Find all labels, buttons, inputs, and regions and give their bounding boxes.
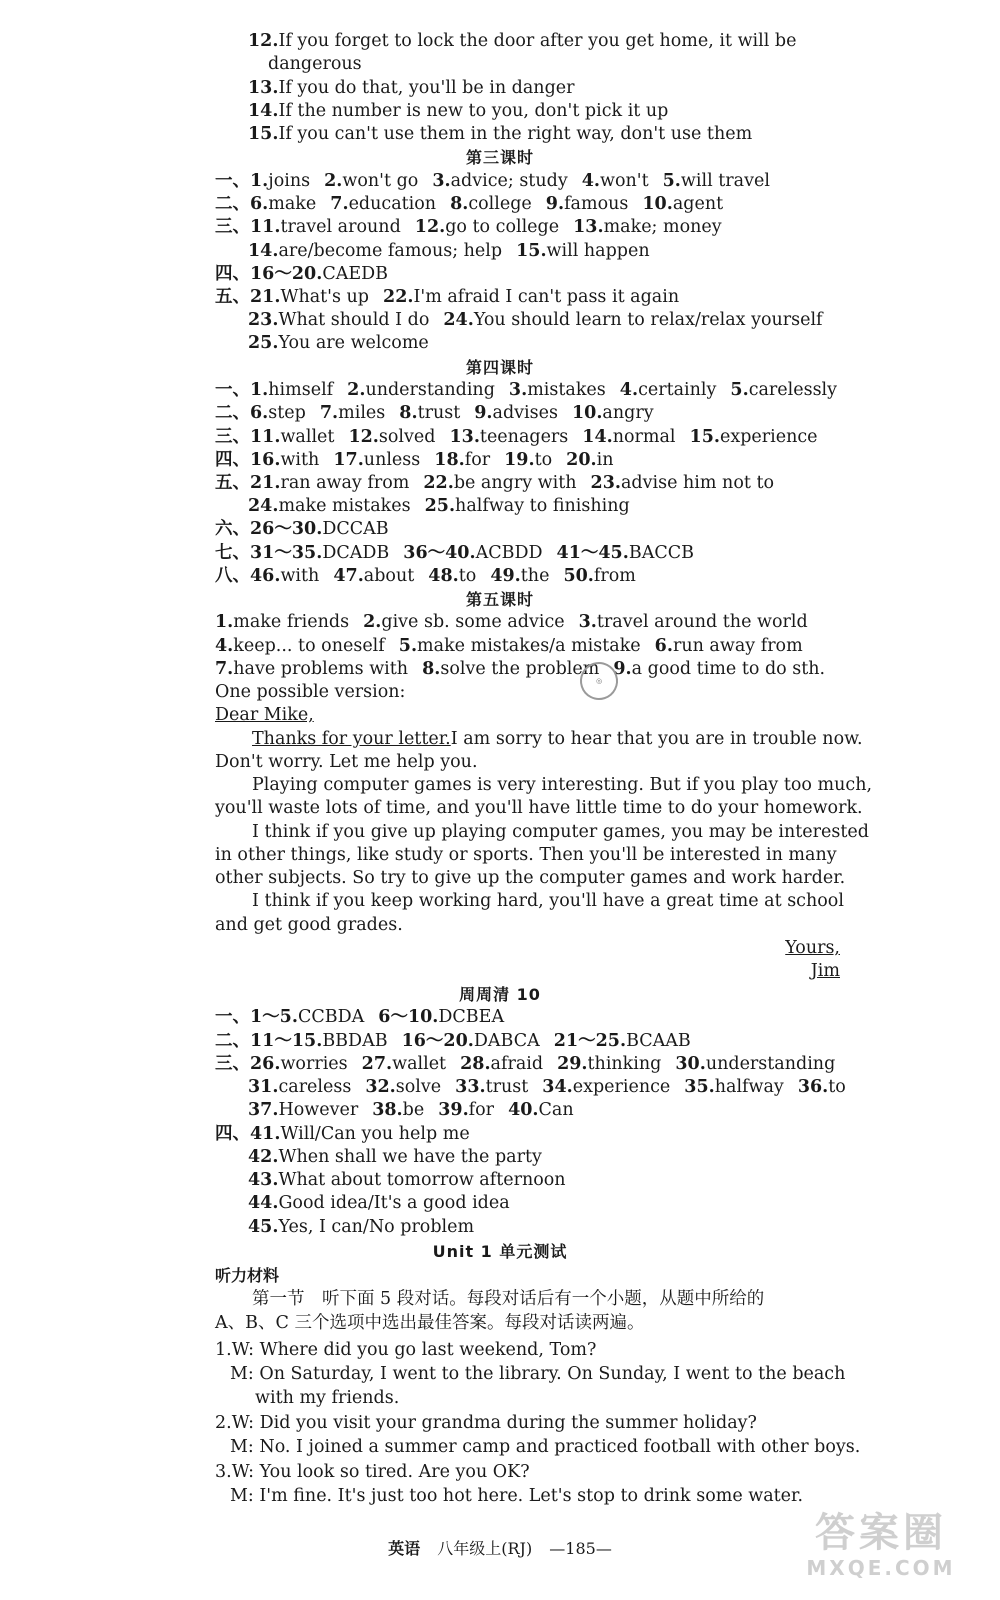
- item-answer: understanding: [365, 380, 495, 400]
- item-number: 23.: [590, 473, 621, 493]
- item-number: 25.: [424, 496, 456, 516]
- item-number: 3.: [432, 171, 451, 191]
- footer-subject: 英语: [388, 1539, 421, 1558]
- item-answer: make mistakes: [278, 496, 411, 516]
- item-number: 一、1～5.: [215, 1007, 298, 1027]
- item-number: 三、11.: [215, 217, 281, 237]
- item-answer: What should I do: [278, 310, 430, 330]
- item-number: 六、26～30.: [215, 519, 323, 539]
- item-number: 23.: [248, 310, 279, 330]
- item-number: 37.: [248, 1100, 279, 1120]
- item-number: 3.: [578, 612, 597, 632]
- item-answer: certainly: [638, 380, 717, 400]
- weekly-row4: [0, 1076, 1000, 1099]
- letter-p4-line2: and get good grades.: [215, 915, 403, 935]
- item-number: 八、46.: [215, 566, 281, 586]
- item-number: 38.: [372, 1100, 403, 1120]
- item-number: 13.: [449, 427, 480, 447]
- dialog1-man: M: On Saturday, I went to the library. On Sunday, I went to the beach: [230, 1364, 846, 1384]
- answer-line-14: 14.If the number is new to you, don't pick it up: [248, 101, 669, 121]
- item-answer: a good time to do sth.: [631, 659, 826, 679]
- letter-p1-line2: Don't worry. Let me help you.: [215, 752, 478, 772]
- item-number: 6.: [654, 636, 673, 656]
- item-answer: himself: [268, 380, 334, 400]
- item-answer: BACCB: [628, 543, 694, 563]
- watermark-logo: [786, 1510, 976, 1580]
- lesson4-row2: [0, 402, 1000, 425]
- dialog1-woman: 1.W: Where did you go last weekend, Tom?: [215, 1340, 597, 1360]
- answer-line-12-cont: dangerous: [268, 54, 362, 74]
- item-number: 31.: [248, 1077, 279, 1097]
- item-number: 40.: [508, 1100, 539, 1120]
- item-answer: worries: [280, 1054, 348, 1074]
- listening-heading: 听力材料: [215, 1266, 280, 1285]
- item-number: 20.: [566, 450, 597, 470]
- item-number: 二、11～15.: [215, 1031, 323, 1051]
- stamp-icon: ◎: [575, 657, 623, 705]
- item-answer: solve: [395, 1077, 442, 1097]
- item-answer: advises: [492, 403, 558, 423]
- item-number: 2.: [363, 612, 382, 632]
- item-answer: halfway: [714, 1077, 784, 1097]
- item-answer: DCADB: [322, 543, 390, 563]
- lesson3-row5: [0, 263, 1000, 286]
- lesson4-row3: [0, 426, 1000, 449]
- item-number: 36.: [797, 1077, 829, 1097]
- lesson4-row5: [0, 472, 1000, 495]
- letter-p2-line2: you'll waste lots of time, and you'll have little time to do your homework.: [215, 798, 863, 818]
- item-number: 13.: [573, 217, 604, 237]
- item-answer: CAEDB: [322, 264, 389, 284]
- item-answer: agent: [672, 194, 724, 214]
- letter-p3-line1: I think if you give up playing computer games, you may be interested: [252, 822, 869, 842]
- section-title-unit1-test: Unit 1 单元测试: [432, 1242, 568, 1261]
- footer-grade: 八年级上(RJ): [437, 1539, 533, 1558]
- item-number: 10.: [642, 194, 673, 214]
- item-answer: DABCA: [473, 1031, 540, 1051]
- item-answer: with: [280, 450, 320, 470]
- item-number: 2.: [347, 380, 366, 400]
- lesson4-row8: [0, 542, 1000, 565]
- item-answer: teenagers: [479, 427, 569, 447]
- lesson3-row1: [0, 170, 1000, 193]
- item-answer: famous: [564, 194, 629, 214]
- item-answer: What about tomorrow afternoon: [278, 1170, 566, 1190]
- item-number: 8.: [399, 403, 418, 423]
- item-number: 2.: [324, 171, 343, 191]
- item-answer: the: [520, 566, 550, 586]
- item-answer: trust: [417, 403, 461, 423]
- watermark-site: MXQE.COM: [806, 1556, 956, 1580]
- item-number: 28.: [460, 1054, 491, 1074]
- item-answer: to: [458, 566, 477, 586]
- item-number: 4.: [619, 380, 639, 400]
- item-answer: wallet: [280, 427, 335, 447]
- item-answer: be angry with: [453, 473, 577, 493]
- item-answer: for: [468, 1100, 495, 1120]
- item-answer: However: [278, 1100, 359, 1120]
- item-number: 48.: [428, 566, 459, 586]
- item-number: 8.: [422, 659, 441, 679]
- item-answer: travel around the world: [596, 612, 808, 632]
- item-number: 32.: [365, 1077, 396, 1097]
- letter-closing: Yours,: [785, 938, 840, 958]
- section-title-lesson5: 第五课时: [465, 590, 534, 609]
- item-number: 45.: [248, 1217, 279, 1237]
- item-number: 5.: [730, 380, 749, 400]
- item-answer: will travel: [680, 171, 770, 191]
- weekly-row9: [0, 1192, 1000, 1215]
- item-number: 21～25.: [553, 1031, 627, 1051]
- item-answer: experience: [719, 427, 818, 447]
- watermark-title: 答案圈: [815, 1510, 947, 1556]
- item-number: 3.: [508, 380, 528, 400]
- item-number: 14.: [248, 241, 279, 261]
- weekly-row1: [0, 1006, 1000, 1029]
- item-answer: are/become famous; help: [278, 241, 503, 261]
- section-title-lesson3: 第三课时: [465, 148, 534, 167]
- item-answer: step: [268, 403, 306, 423]
- item-answer: What's up: [280, 287, 370, 307]
- item-answer: will happen: [546, 241, 650, 261]
- weekly-row8: [0, 1169, 1000, 1192]
- item-answer: college: [468, 194, 532, 214]
- weekly-row5: [0, 1099, 1000, 1122]
- item-answer: won't: [599, 171, 649, 191]
- item-number: 44.: [248, 1193, 279, 1213]
- item-answer: BBDAB: [322, 1031, 388, 1051]
- item-number: 24.: [443, 310, 474, 330]
- item-number: 47.: [333, 566, 364, 586]
- item-answer: for: [464, 450, 491, 470]
- item-number: 1.: [215, 612, 234, 632]
- listening-instruction-2: A、B、C 三个选项中选出最佳答案。每段对话读两遍。: [215, 1313, 645, 1333]
- letter-signature: Jim: [810, 961, 840, 981]
- item-number: 一、1.: [215, 380, 269, 400]
- item-number: 9.: [545, 194, 565, 214]
- lesson4-row7: [0, 518, 1000, 541]
- answer-line-15: 15.If you can't use them in the right way, don't use them: [248, 124, 753, 144]
- item-number: 4.: [581, 171, 600, 191]
- item-number: 35.: [684, 1077, 715, 1097]
- weekly-row6: [0, 1123, 1000, 1146]
- letter-p3-line2: in other things, like study or sports. Then you'll be interested in many: [215, 845, 837, 865]
- item-answer: in: [596, 450, 614, 470]
- item-number: 34.: [542, 1077, 573, 1097]
- answer-line-12: 12.If you forget to lock the door after you get home, it will be: [248, 31, 797, 51]
- item-number: 27.: [361, 1054, 393, 1074]
- section-title-weekly10: 周周清 10: [459, 985, 541, 1004]
- item-number: 25.: [248, 333, 279, 353]
- item-answer: thinking: [587, 1054, 662, 1074]
- item-number: 22.: [423, 473, 454, 493]
- item-number: 49.: [490, 566, 521, 586]
- item-answer: careless: [278, 1077, 352, 1097]
- item-answer: ACBDD: [475, 543, 543, 563]
- item-number: 9.: [474, 403, 493, 423]
- item-answer: When shall we have the party: [278, 1147, 542, 1167]
- item-answer: DCCAB: [322, 519, 389, 539]
- weekly-row2: [0, 1030, 1000, 1053]
- item-number: 二、6.: [215, 403, 269, 423]
- item-number: 4.: [215, 636, 234, 656]
- item-number: 二、6.: [215, 194, 269, 214]
- item-number: 四、16.: [215, 450, 281, 470]
- lesson4-row4: [0, 449, 1000, 472]
- item-number: 五、21.: [215, 287, 281, 307]
- item-number: 15.: [689, 427, 720, 447]
- lesson3-row4: [0, 240, 1000, 263]
- item-answer: solved: [378, 427, 436, 447]
- item-answer: won't go: [342, 171, 419, 191]
- dialog2-man: M: No. I joined a summer camp and practiced football with other boys.: [230, 1437, 861, 1457]
- item-number: 9.: [613, 659, 632, 679]
- weekly-row7: [0, 1146, 1000, 1169]
- item-answer: I'm afraid I can't pass it again: [413, 287, 680, 307]
- item-answer: make mistakes/a mistake: [417, 636, 641, 656]
- lesson3-row8: [0, 332, 1000, 355]
- item-answer: halfway to finishing: [455, 496, 630, 516]
- item-answer: solve the problem: [440, 659, 600, 679]
- item-number: 五、21.: [215, 473, 281, 493]
- lesson4-row9: [0, 565, 1000, 588]
- item-answer: DCBEA: [438, 1007, 505, 1027]
- dialog3-man: M: I'm fine. It's just too hot here. Let's stop to drink some water.: [230, 1486, 804, 1506]
- item-answer: advice; study: [450, 171, 568, 191]
- item-number: 四、16～20.: [215, 264, 323, 284]
- item-answer: CCBDA: [297, 1007, 365, 1027]
- item-number: 7.: [330, 194, 349, 214]
- answer-line-13: 13.If you do that, you'll be in danger: [248, 78, 575, 98]
- dialog2-woman: 2.W: Did you visit your grandma during the summer holiday?: [215, 1413, 757, 1433]
- dialog3-woman: 3.W: You look so tired. Are you OK?: [215, 1462, 530, 1482]
- letter-p4-line1: I think if you keep working hard, you'll have a great time at school: [252, 891, 844, 911]
- item-number: 12.: [348, 427, 379, 447]
- item-answer: ran away from: [280, 473, 410, 493]
- item-answer: mistakes: [527, 380, 606, 400]
- item-answer: make; money: [603, 217, 722, 237]
- item-number: 七、31～35.: [215, 543, 323, 563]
- item-answer: to: [828, 1077, 846, 1097]
- lesson5-row2: [0, 635, 1000, 658]
- letter-p3-line3: other subjects. So try to give up the computer games and work harder.: [215, 868, 846, 888]
- lesson4-row6: [0, 495, 1000, 518]
- item-number: 39.: [438, 1100, 469, 1120]
- item-answer: Can: [538, 1100, 574, 1120]
- item-number: 7.: [215, 659, 234, 679]
- lesson3-row3: [0, 216, 1000, 239]
- item-number: 24.: [248, 496, 279, 516]
- item-answer: run away from: [672, 636, 803, 656]
- item-number: 16～20.: [401, 1031, 474, 1051]
- lesson5-row1: [0, 611, 1000, 634]
- item-number: 6～10.: [378, 1007, 439, 1027]
- item-number: 三、26.: [215, 1054, 281, 1074]
- item-number: 33.: [455, 1077, 486, 1097]
- item-answer: BCAAB: [626, 1031, 691, 1051]
- item-answer: keep... to oneself: [233, 636, 385, 656]
- item-answer: give sb. some advice: [381, 612, 565, 632]
- item-answer: understanding: [705, 1054, 836, 1074]
- item-answer: advise him not to: [621, 473, 775, 493]
- letter-p2-line1: Playing computer games is very interesting. But if you play too much,: [252, 775, 873, 795]
- item-number: 7.: [319, 403, 339, 423]
- item-answer: make: [268, 194, 317, 214]
- item-answer: Will/Can you help me: [280, 1124, 470, 1144]
- lesson3-row6: [0, 286, 1000, 309]
- item-answer: normal: [612, 427, 676, 447]
- sample-version-label: One possible version:: [215, 682, 406, 702]
- item-answer: carelessly: [748, 380, 838, 400]
- item-number: 41～45.: [556, 543, 629, 563]
- item-number: 14.: [582, 427, 613, 447]
- item-answer: go to college: [445, 217, 560, 237]
- lesson3-row2: [0, 193, 1000, 216]
- item-number: 17.: [333, 450, 364, 470]
- item-answer: unless: [363, 450, 421, 470]
- lesson3-row7: [0, 309, 1000, 332]
- weekly-row10: [0, 1216, 1000, 1239]
- letter-greeting: Dear Mike,: [215, 705, 314, 725]
- item-answer: with: [280, 566, 320, 586]
- item-answer: about: [363, 566, 415, 586]
- item-number: 18.: [434, 450, 465, 470]
- item-answer: experience: [572, 1077, 671, 1097]
- item-number: 四、41.: [215, 1124, 281, 1144]
- item-answer: to: [534, 450, 553, 470]
- item-answer: trust: [485, 1077, 529, 1097]
- lesson4-row1: [0, 379, 1000, 402]
- item-number: 22.: [383, 287, 414, 307]
- item-number: 5.: [398, 636, 418, 656]
- item-answer: travel around: [280, 217, 401, 237]
- lesson5-row3: [0, 658, 1000, 681]
- item-number: 12.: [414, 217, 446, 237]
- item-answer: Good idea/It's a good idea: [278, 1193, 510, 1213]
- item-answer: afraid: [490, 1054, 544, 1074]
- item-number: 19.: [504, 450, 535, 470]
- item-number: 30.: [675, 1054, 706, 1074]
- page-number: —185—: [549, 1539, 612, 1558]
- item-answer: from: [593, 566, 636, 586]
- item-answer: Yes, I can/No problem: [278, 1217, 475, 1237]
- item-number: 15.: [516, 241, 547, 261]
- item-answer: make friends: [233, 612, 350, 632]
- item-answer: angry: [602, 403, 654, 423]
- item-number: 8.: [450, 194, 469, 214]
- item-answer: education: [348, 194, 437, 214]
- dialog1-man-cont: with my friends.: [255, 1388, 400, 1408]
- item-answer: wallet: [392, 1054, 447, 1074]
- item-number: 36～40.: [403, 543, 476, 563]
- item-answer: You should learn to relax/relax yourself: [473, 310, 823, 330]
- item-answer: have problems with: [233, 659, 409, 679]
- item-number: 42.: [248, 1147, 279, 1167]
- item-number: 一、1.: [215, 171, 269, 191]
- letter-p1-line1: Thanks for your letter.I am sorry to hear that you are in trouble now.: [252, 729, 863, 749]
- item-number: 10.: [571, 403, 603, 423]
- item-answer: You are welcome: [278, 333, 429, 353]
- item-answer: miles: [338, 403, 386, 423]
- weekly-row3: [0, 1053, 1000, 1076]
- section-title-lesson4: 第四课时: [465, 358, 534, 377]
- listening-instruction-1: 第一节 听下面 5 段对话。每段对话后有一个小题，从题中所给的: [252, 1289, 765, 1309]
- item-number: 三、11.: [215, 427, 281, 447]
- item-number: 5.: [662, 171, 681, 191]
- item-number: 29.: [557, 1054, 588, 1074]
- item-number: 50.: [563, 566, 594, 586]
- item-number: 43.: [248, 1170, 279, 1190]
- item-answer: be: [402, 1100, 425, 1120]
- item-answer: joins: [268, 171, 311, 191]
